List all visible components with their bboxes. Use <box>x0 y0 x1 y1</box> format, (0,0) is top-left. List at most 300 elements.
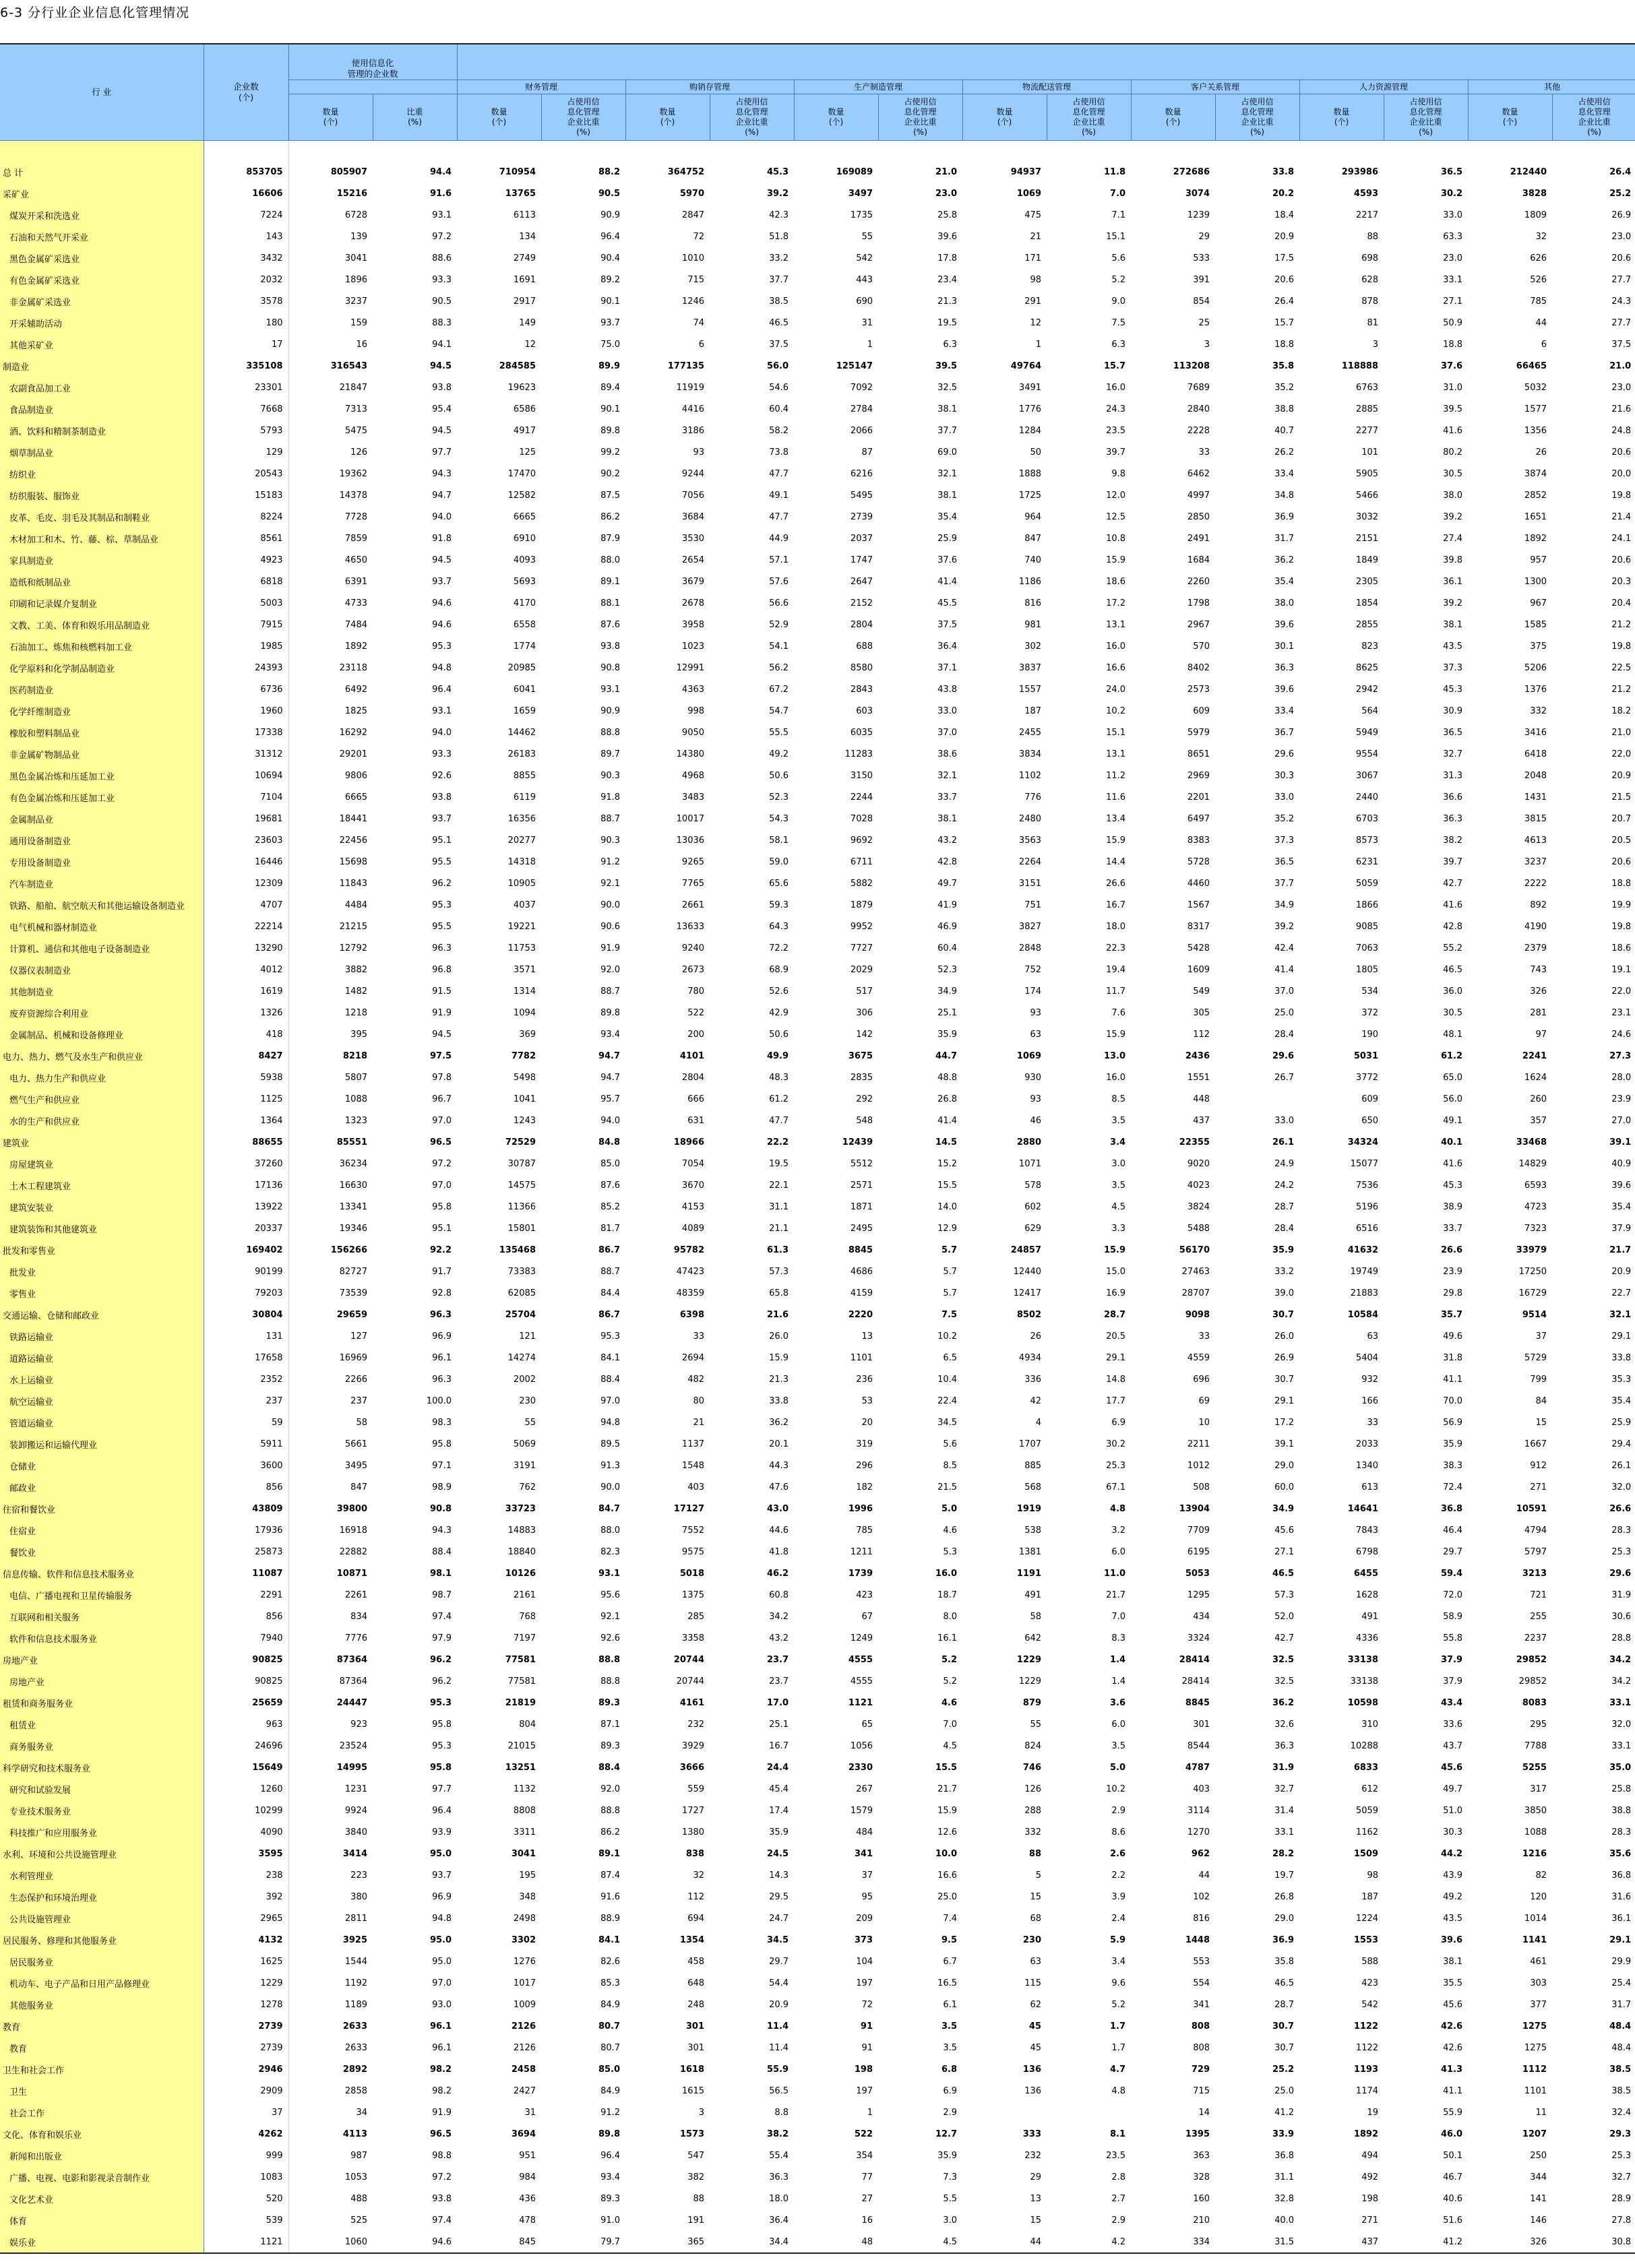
quantity-cell: 5255 <box>1522 1762 1547 1773</box>
header-line: (个) <box>660 117 675 127</box>
quantity-cell: 1249 <box>850 1633 873 1643</box>
quantity-cell: 785 <box>1530 296 1547 307</box>
quantity-cell: 6398 <box>679 1309 705 1320</box>
spacer-cell <box>962 141 1047 162</box>
quantity-cell: 8845 <box>1185 1697 1210 1708</box>
percent-cell: 36.3 <box>1274 662 1295 673</box>
quantity-cell: 3882 <box>344 964 367 975</box>
percent-cell: 2.9 <box>943 2107 958 2118</box>
percent-cell: 88.4 <box>598 1762 621 1773</box>
quantity-cell: 14378 <box>339 490 367 501</box>
header-blank <box>457 44 1635 80</box>
quantity-cell: 16969 <box>339 1352 367 1363</box>
percent-cell: 18.7 <box>937 1589 958 1600</box>
percent-cell: 43.4 <box>1440 1697 1463 1708</box>
quantity-cell: 93 <box>1030 1094 1042 1104</box>
quantity-cell: 272686 <box>1173 166 1210 177</box>
quantity-cell: 6119 <box>513 792 536 802</box>
quantity-cell: 16 <box>861 2215 873 2226</box>
percent-cell: 40.1 <box>1440 1137 1463 1147</box>
percent-cell: 27.0 <box>1611 1115 1632 1126</box>
percent-cell: 28.4 <box>1274 1029 1295 1040</box>
percent-cell: 16.0 <box>1106 641 1126 652</box>
percent-cell: 41.6 <box>1443 425 1463 436</box>
quantity-cell: 5404 <box>1355 1352 1379 1363</box>
table-row <box>0 183 1635 204</box>
quantity-cell: 2260 <box>1187 576 1210 587</box>
quantity-cell: 4161 <box>679 1697 705 1708</box>
percent-cell: 86.2 <box>600 511 621 522</box>
industry-name: 非金属矿采选业 <box>0 290 204 312</box>
percent-cell: 18.0 <box>769 2193 789 2204</box>
percent-cell: 28.7 <box>1274 1201 1295 1212</box>
quantity-cell: 11 <box>1535 2107 1547 2118</box>
percent-cell: 41.2 <box>1274 2107 1295 2118</box>
quantity-cell: 2892 <box>342 2064 367 2075</box>
quantity-cell: 336 <box>1024 1374 1042 1385</box>
percent-cell: 95.0 <box>429 1848 452 1859</box>
percent-cell: 98.9 <box>432 1482 452 1492</box>
industry-name: 装卸搬运和运输代理业 <box>0 1433 204 1455</box>
header-qty <box>794 94 878 141</box>
percent-cell: 87.4 <box>600 1870 621 1881</box>
quantity-cell: 115 <box>1024 1978 1042 1988</box>
quantity-cell: 10591 <box>1516 1503 1547 1514</box>
quantity-cell: 4787 <box>1185 1762 1210 1773</box>
percent-cell: 45.6 <box>1274 1525 1295 1536</box>
enterprise-count-cell: 4132 <box>204 1929 288 1951</box>
percent-cell: 15.9 <box>1106 1029 1126 1040</box>
percent-cell: 39.6 <box>1274 684 1295 695</box>
quantity-cell: 1551 <box>1187 1072 1210 1083</box>
quantity-cell: 223 <box>350 1870 367 1881</box>
spacer-cell <box>1215 141 1299 162</box>
quantity-cell: 1879 <box>850 900 873 910</box>
quantity-cell: 21215 <box>339 921 367 932</box>
quantity-cell: 260 <box>1530 1094 1547 1104</box>
quantity-cell: 482 <box>687 1374 705 1385</box>
quantity-cell: 6593 <box>1524 1180 1547 1191</box>
percent-cell: 29.6 <box>1272 1050 1295 1061</box>
quantity-cell: 542 <box>856 253 873 263</box>
percent-cell: 42.7 <box>1443 878 1463 889</box>
quantity-cell: 1071 <box>1018 1158 1042 1169</box>
percent-cell: 41.6 <box>1443 900 1463 910</box>
quantity-cell: 5018 <box>679 1568 705 1579</box>
quantity-cell: 32 <box>693 1870 705 1881</box>
quantity-cell: 2647 <box>850 576 873 587</box>
table-row <box>0 1886 1635 1908</box>
enterprise-count-cell: 11087 <box>204 1563 288 1584</box>
quantity-cell: 14 <box>1198 2107 1210 2118</box>
percent-cell: 61.2 <box>769 1094 789 1104</box>
percent-cell: 25.9 <box>937 533 958 544</box>
percent-cell: 5.2 <box>941 1654 958 1665</box>
percent-cell: 36.8 <box>1274 2150 1295 2161</box>
percent-cell: 46.4 <box>1443 1525 1463 1536</box>
header-industry: 行 业 <box>0 44 204 141</box>
table-row <box>0 2102 1635 2123</box>
quantity-cell: 88 <box>1367 231 1379 242</box>
table-row <box>0 1670 1635 1692</box>
page-title: 6-3 分行业企业信息化管理情况 <box>0 5 190 20</box>
quantity-cell: 951 <box>519 2150 536 2161</box>
header-line: 企业数 <box>233 82 259 92</box>
percent-cell: 24.3 <box>1611 296 1632 307</box>
percent-cell: 94.7 <box>600 1072 621 1083</box>
table-row <box>0 592 1635 614</box>
quantity-cell: 20985 <box>507 662 536 673</box>
quantity-cell: 4555 <box>850 1676 873 1687</box>
percent-cell: 7.5 <box>1111 317 1126 328</box>
quantity-cell: 291 <box>1024 296 1042 307</box>
industry-name: 家具制造业 <box>0 549 204 571</box>
enterprise-count-cell: 17936 <box>204 1519 288 1541</box>
quantity-cell: 923 <box>350 1719 367 1730</box>
quantity-cell: 8218 <box>342 1050 367 1061</box>
percent-cell: 31.4 <box>1274 1805 1295 1816</box>
quantity-cell: 7323 <box>1524 1223 1547 1234</box>
percent-cell: 89.1 <box>600 576 621 587</box>
quantity-cell: 1243 <box>513 1115 536 1126</box>
quantity-cell: 879 <box>1022 1697 1042 1708</box>
percent-cell: 97.0 <box>432 1180 452 1191</box>
quantity-cell: 5729 <box>1524 1352 1547 1363</box>
percent-cell: 94.7 <box>432 490 452 501</box>
quantity-cell: 16356 <box>507 813 536 824</box>
percent-cell: 88.7 <box>600 986 621 997</box>
percent-cell: 89.8 <box>600 425 621 436</box>
enterprise-count-cell: 2965 <box>204 1908 288 1929</box>
enterprise-count-cell: 853705 <box>204 161 288 183</box>
enterprise-count-cell: 418 <box>204 1023 288 1045</box>
percent-cell: 73.8 <box>769 447 789 458</box>
enterprise-count-cell: 25659 <box>204 1692 288 1713</box>
percent-cell: 15.9 <box>1106 555 1126 565</box>
quantity-cell: 16 <box>356 339 367 350</box>
percent-cell: 2.8 <box>1111 2172 1126 2182</box>
quantity-cell: 1776 <box>1018 404 1042 414</box>
quantity-cell: 10584 <box>1347 1309 1379 1320</box>
percent-cell: 15.9 <box>1106 835 1126 846</box>
industry-name: 航空运输业 <box>0 1390 204 1412</box>
quantity-cell: 1014 <box>1524 1913 1547 1924</box>
quantity-cell: 6516 <box>1355 1223 1379 1234</box>
quantity-cell: 3114 <box>1187 1805 1210 1816</box>
percent-cell: 35.5 <box>1443 1978 1463 1988</box>
quantity-cell: 729 <box>1191 2064 1210 2075</box>
enterprise-count-cell: 4707 <box>204 894 288 916</box>
percent-cell: 36.2 <box>1272 1697 1295 1708</box>
industry-name: 总 计 <box>0 161 204 183</box>
quantity-cell: 2804 <box>850 619 873 630</box>
quantity-cell: 6665 <box>344 792 367 802</box>
percent-cell: 10.2 <box>1106 1784 1126 1794</box>
quantity-cell: 48359 <box>676 1288 705 1298</box>
quantity-cell: 1577 <box>1524 404 1547 414</box>
quantity-cell: 6 <box>698 339 705 350</box>
percent-cell: 2.2 <box>1111 1870 1126 1881</box>
quantity-cell: 9952 <box>850 921 873 932</box>
quantity-cell: 19362 <box>339 468 367 479</box>
table-row <box>0 1778 1635 1800</box>
quantity-cell: 33 <box>1367 1417 1379 1428</box>
percent-cell: 29.1 <box>1106 1352 1126 1363</box>
header-line: 数量 <box>828 107 844 117</box>
percent-cell: 94.0 <box>432 511 452 522</box>
quantity-cell: 7859 <box>344 533 367 544</box>
percent-cell: 11.2 <box>1106 770 1126 781</box>
percent-cell: 54.3 <box>769 813 789 824</box>
percent-cell: 35.4 <box>1611 1395 1632 1406</box>
percent-cell: 69.0 <box>937 447 958 458</box>
percent-cell: 41.1 <box>1443 1374 1463 1385</box>
spacer-cell <box>0 141 204 162</box>
percent-cell: 90.3 <box>600 835 621 846</box>
quantity-cell: 2495 <box>850 1223 873 1234</box>
percent-cell: 97.2 <box>432 1158 452 1169</box>
percent-cell: 21.0 <box>1609 360 1632 371</box>
percent-cell: 96.1 <box>429 2021 452 2031</box>
percent-cell: 26.6 <box>1440 1245 1463 1255</box>
quantity-cell: 1323 <box>344 1115 367 1126</box>
spacer-cell <box>204 141 288 162</box>
quantity-cell: 63 <box>1367 1331 1379 1342</box>
percent-cell: 60.4 <box>769 404 789 414</box>
quantity-cell: 1275 <box>1522 2021 1547 2031</box>
percent-cell: 25.0 <box>937 1891 958 1902</box>
percent-cell: 37.9 <box>1611 1223 1632 1234</box>
industry-name: 石油和天然气开采业 <box>0 226 204 247</box>
percent-cell: 3.9 <box>1111 1891 1126 1902</box>
quantity-cell: 126 <box>350 447 367 458</box>
table-row <box>0 894 1635 916</box>
percent-cell: 52.0 <box>1274 1611 1295 1622</box>
quantity-cell: 1112 <box>1522 2064 1547 2075</box>
percent-cell: 33.6 <box>1443 1719 1463 1730</box>
percent-cell: 30.3 <box>1274 770 1295 781</box>
quantity-cell: 13251 <box>505 1762 536 1773</box>
table-row <box>0 2123 1635 2145</box>
quantity-cell: 808 <box>1191 2021 1210 2031</box>
quantity-cell: 136 <box>1022 2064 1042 2075</box>
table-row <box>0 1735 1635 1757</box>
quantity-cell: 2220 <box>848 1309 873 1320</box>
percent-cell: 21.3 <box>769 1374 789 1385</box>
quantity-cell: 7552 <box>681 1525 705 1536</box>
percent-cell: 23.5 <box>1106 2150 1126 2161</box>
quantity-cell: 559 <box>687 1784 705 1794</box>
quantity-cell: 7843 <box>1355 1525 1379 1536</box>
quantity-cell: 16729 <box>1518 1288 1547 1298</box>
spacer-cell <box>1299 141 1384 162</box>
percent-cell: 19.4 <box>1106 964 1126 975</box>
quantity-cell: 5475 <box>344 425 367 436</box>
percent-cell: 37.5 <box>769 339 789 350</box>
header-line: 数量 <box>1333 107 1350 117</box>
quantity-cell: 4101 <box>679 1050 705 1061</box>
quantity-cell: 58 <box>356 1417 367 1428</box>
quantity-cell: 538 <box>1024 1525 1042 1536</box>
quantity-cell: 7063 <box>1355 943 1379 953</box>
quantity-cell: 1192 <box>344 1978 367 1988</box>
quantity-cell: 2237 <box>1524 1633 1547 1643</box>
percent-cell: 96.2 <box>432 1676 452 1687</box>
percent-cell: 29.6 <box>1609 1568 1632 1579</box>
quantity-cell: 1041 <box>513 1094 536 1104</box>
quantity-cell: 44 <box>1198 1870 1210 1881</box>
quantity-cell: 98 <box>1367 1870 1379 1881</box>
percent-cell: 4.8 <box>1109 1503 1126 1514</box>
quantity-cell: 4336 <box>1355 1633 1379 1643</box>
table-row <box>0 1153 1635 1174</box>
quantity-cell: 6910 <box>513 533 536 544</box>
quantity-cell: 892 <box>1530 900 1547 910</box>
quantity-cell: 5979 <box>1187 727 1210 738</box>
quantity-cell: 962 <box>1191 1848 1210 1859</box>
percent-cell: 59.0 <box>769 856 789 867</box>
percent-cell: 33.7 <box>1443 1223 1463 1234</box>
percent-cell: 90.5 <box>598 188 621 199</box>
percent-cell: 61.2 <box>1440 1050 1463 1061</box>
quantity-cell: 1239 <box>1187 210 1210 220</box>
industry-name: 纺织服装、服饰业 <box>0 484 204 506</box>
percent-cell: 30.5 <box>1443 1007 1463 1018</box>
industry-name: 金属制品业 <box>0 808 204 829</box>
percent-cell: 22.1 <box>769 1180 789 1191</box>
header-line: 数量 <box>996 107 1013 117</box>
quantity-cell: 12991 <box>676 662 705 673</box>
quantity-cell: 19221 <box>507 921 536 932</box>
percent-cell: 3.0 <box>943 2215 958 2226</box>
quantity-cell: 2066 <box>850 425 873 436</box>
quantity-cell: 55 <box>524 1417 536 1428</box>
quantity-cell: 45 <box>1030 2042 1042 2053</box>
percent-cell: 99.2 <box>600 447 621 458</box>
quantity-cell: 3 <box>1372 339 1379 350</box>
quantity-cell: 2850 <box>1187 511 1210 522</box>
quantity-cell: 6558 <box>513 619 536 630</box>
percent-cell: 40.0 <box>1274 2215 1295 2226</box>
percent-cell: 36.7 <box>1274 727 1295 738</box>
industry-name: 文化、体育和娱乐业 <box>0 2123 204 2145</box>
quantity-cell: 930 <box>1024 1072 1042 1083</box>
quantity-cell: 5059 <box>1355 878 1379 889</box>
enterprise-count-cell: 7915 <box>204 614 288 635</box>
quantity-cell: 5728 <box>1187 856 1210 867</box>
percent-cell: 86.7 <box>598 1245 621 1255</box>
percent-cell: 93.7 <box>432 1870 452 1881</box>
quantity-cell: 2261 <box>344 1589 367 1600</box>
percent-cell: 20.5 <box>1106 1331 1126 1342</box>
quantity-cell: 1725 <box>1018 490 1042 501</box>
quantity-cell: 14641 <box>1347 1503 1379 1514</box>
percent-cell: 15.7 <box>1274 317 1295 328</box>
percent-cell: 39.6 <box>1274 619 1295 630</box>
percent-cell: 43.5 <box>1443 1913 1463 1924</box>
percent-cell: 5.5 <box>943 2193 958 2204</box>
header-line: 企业比重 <box>1409 117 1442 127</box>
quantity-cell: 190 <box>1361 1029 1379 1040</box>
quantity-cell: 21847 <box>339 382 367 393</box>
percent-cell: 80.7 <box>598 2021 621 2031</box>
percent-cell: 4.2 <box>1047 2231 1131 2253</box>
percent-cell: 95.4 <box>432 404 452 414</box>
industry-name: 邮政业 <box>0 1476 204 1498</box>
enterprise-count-cell: 5003 <box>204 592 288 614</box>
percent-cell: 2.4 <box>1111 1913 1126 1924</box>
percent-cell: 95.3 <box>432 641 452 652</box>
quantity-cell: 88 <box>1028 1848 1042 1859</box>
header-share <box>1047 94 1131 141</box>
percent-cell: 15.1 <box>1106 231 1126 242</box>
quantity-cell: 6703 <box>1355 813 1379 824</box>
quantity-cell: 9050 <box>681 727 705 738</box>
quantity-cell: 1509 <box>1353 1848 1379 1859</box>
percent-cell: 49.7 <box>937 878 958 889</box>
percent-cell: 4.7 <box>1109 2064 1126 2075</box>
quantity-cell: 11919 <box>676 382 705 393</box>
quantity-cell: 4917 <box>513 425 536 436</box>
percent-cell: 36.9 <box>1272 1934 1295 1945</box>
table-row <box>0 1347 1635 1368</box>
table-row <box>0 722 1635 743</box>
enterprise-count-cell: 10694 <box>204 765 288 786</box>
quantity-cell: 29659 <box>336 1309 367 1320</box>
percent-cell: 23.0 <box>1443 253 1463 263</box>
percent-cell: 58.9 <box>1443 1611 1463 1622</box>
percent-cell: 94.3 <box>432 468 452 479</box>
industry-name: 科学研究和技术服务业 <box>0 1757 204 1778</box>
header-line: 占使用信 <box>1072 97 1105 106</box>
percent-cell: 15.1 <box>1106 727 1126 738</box>
percent-cell: 35.8 <box>1272 360 1295 371</box>
quantity-cell: 4159 <box>850 1288 873 1298</box>
percent-cell: 20.6 <box>1611 447 1632 458</box>
percent-cell: 26.4 <box>1274 296 1295 307</box>
enterprise-count-cell: 90825 <box>204 1670 288 1692</box>
percent-cell: 46.7 <box>1443 2172 1463 2182</box>
industry-name: 房地产业 <box>0 1670 204 1692</box>
header-line: 占使用信 <box>567 97 600 106</box>
percent-cell: 2.9 <box>1111 2215 1126 2226</box>
percent-cell: 32.1 <box>937 468 958 479</box>
industry-name: 黑色金属矿采选业 <box>0 247 204 269</box>
percent-cell: 93.7 <box>600 317 621 328</box>
header-line: (%) <box>576 127 590 137</box>
percent-cell: 1.7 <box>1111 2042 1126 2053</box>
quantity-cell: 16918 <box>339 1525 367 1536</box>
header-share <box>878 94 962 141</box>
quantity-cell: 2491 <box>1187 533 1210 544</box>
quantity-cell: 50 <box>1030 447 1042 458</box>
quantity-cell: 8845 <box>848 1245 873 1255</box>
percent-cell: 20.5 <box>1611 835 1632 846</box>
percent-cell: 32.5 <box>937 382 958 393</box>
quantity-cell: 1010 <box>681 253 705 263</box>
industry-name: 燃气生产和供应业 <box>0 1088 204 1110</box>
quantity-cell: 5661 <box>344 1439 367 1449</box>
table-row <box>0 1951 1635 1972</box>
quantity-cell: 3874 <box>1524 468 1547 479</box>
enterprise-count-cell: 1083 <box>204 2166 288 2188</box>
percent-cell: 67.1 <box>1106 1482 1126 1492</box>
percent-cell: 44.7 <box>935 1050 958 1061</box>
percent-cell: 35.9 <box>937 2150 958 2161</box>
quantity-cell: 33979 <box>1516 1245 1547 1255</box>
percent-cell: 21.5 <box>937 1482 958 1492</box>
quantity-cell: 14883 <box>507 1525 536 1536</box>
